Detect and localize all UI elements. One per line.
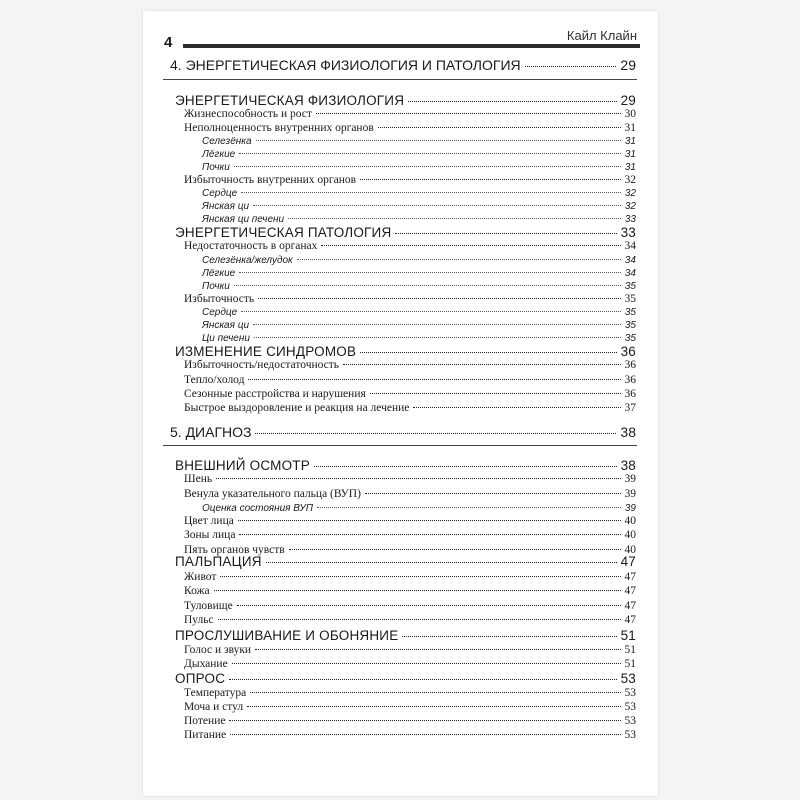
toc-section[interactable] bbox=[143, 628, 658, 643]
toc-subentry[interactable] bbox=[143, 268, 658, 279]
leader-dots bbox=[256, 140, 621, 141]
toc-label: Селезёнка bbox=[202, 136, 252, 147]
leader-dots bbox=[395, 233, 616, 234]
leader-dots bbox=[288, 218, 621, 219]
toc-page: 51 bbox=[624, 644, 636, 656]
toc-subentry[interactable] bbox=[143, 149, 658, 160]
toc-label: Зоны лица bbox=[184, 529, 236, 541]
toc-page: 36 bbox=[620, 344, 636, 359]
toc-label: Янская ци bbox=[202, 320, 250, 331]
toc-entry[interactable] bbox=[143, 529, 658, 541]
leader-dots bbox=[230, 734, 620, 735]
toc-subentry[interactable] bbox=[143, 188, 658, 199]
leader-dots bbox=[232, 663, 621, 664]
leader-dots bbox=[321, 245, 620, 246]
toc-subentry[interactable] bbox=[143, 281, 658, 292]
toc-label: Голос и звуки bbox=[184, 644, 252, 656]
toc-subentry[interactable] bbox=[143, 201, 658, 212]
leader-dots bbox=[402, 636, 616, 637]
toc-page: 32 bbox=[624, 174, 636, 186]
toc-entry[interactable] bbox=[143, 658, 658, 670]
toc-page: 47 bbox=[624, 614, 636, 626]
toc-label: ВНЕШНИЙ ОСМОТР bbox=[175, 458, 310, 473]
leader-dots bbox=[229, 679, 616, 680]
toc-page: 30 bbox=[624, 108, 636, 120]
leader-dots bbox=[525, 66, 617, 67]
toc-page: 39 bbox=[624, 503, 636, 514]
toc-entry[interactable] bbox=[143, 293, 658, 305]
toc-label: ПАЛЬПАЦИЯ bbox=[175, 554, 262, 569]
toc-page: 36 bbox=[624, 359, 636, 371]
leader-dots bbox=[214, 590, 621, 591]
leader-dots bbox=[266, 562, 617, 563]
toc-page: 35 bbox=[624, 293, 636, 305]
toc-label: 5. ДИАГНОЗ bbox=[170, 424, 252, 440]
leader-dots bbox=[370, 393, 621, 394]
toc-entry[interactable] bbox=[143, 402, 658, 414]
toc-chapter[interactable] bbox=[143, 57, 658, 73]
toc-entry[interactable] bbox=[143, 701, 658, 713]
toc-page: 40 bbox=[624, 544, 636, 556]
toc-entry[interactable] bbox=[143, 359, 658, 371]
leader-dots bbox=[234, 166, 621, 167]
leader-dots bbox=[241, 311, 621, 312]
chapter-rule bbox=[163, 79, 637, 80]
toc-page: 53 bbox=[624, 701, 636, 713]
toc-label: Венула указательного пальца (ВУП) bbox=[184, 488, 361, 500]
toc-page: 29 bbox=[620, 93, 636, 108]
toc-page: 33 bbox=[620, 225, 636, 240]
toc-label: Янская ци печени bbox=[202, 214, 285, 225]
toc-label: Питание bbox=[184, 729, 227, 741]
toc-entry[interactable] bbox=[143, 240, 658, 252]
toc-subentry[interactable] bbox=[143, 255, 658, 266]
toc-label: Живот bbox=[184, 571, 217, 583]
toc-label: Ци печени bbox=[202, 333, 250, 344]
toc-label: Моча и стул bbox=[184, 701, 244, 713]
leader-dots bbox=[360, 179, 620, 180]
toc-label: Недостаточность в органах bbox=[184, 240, 318, 252]
toc-entry[interactable] bbox=[143, 614, 658, 626]
toc-entry[interactable] bbox=[143, 388, 658, 400]
leader-dots bbox=[253, 324, 621, 325]
toc-label: ЭНЕРГЕТИЧЕСКАЯ ПАТОЛОГИЯ bbox=[175, 225, 392, 240]
toc-entry[interactable] bbox=[143, 515, 658, 527]
toc-entry[interactable] bbox=[143, 585, 658, 597]
toc-entry[interactable] bbox=[143, 473, 658, 485]
toc-label: Избыточность bbox=[184, 293, 255, 305]
toc-page: 34 bbox=[624, 255, 636, 266]
toc-subentry[interactable] bbox=[143, 333, 658, 344]
toc-page: 29 bbox=[620, 57, 636, 73]
toc-entry[interactable] bbox=[143, 108, 658, 120]
toc-label: Почки bbox=[202, 162, 230, 173]
toc-entry[interactable] bbox=[143, 374, 658, 386]
toc-label: Туловище bbox=[184, 600, 233, 612]
toc-entry[interactable] bbox=[143, 644, 658, 656]
leader-dots bbox=[343, 364, 620, 365]
leader-dots bbox=[241, 192, 621, 193]
leader-dots bbox=[234, 285, 621, 286]
toc-page: 31 bbox=[624, 136, 636, 147]
toc-chapter[interactable] bbox=[143, 424, 658, 440]
toc-section[interactable] bbox=[143, 93, 658, 108]
toc-page: 36 bbox=[624, 388, 636, 400]
toc-page: 53 bbox=[620, 671, 636, 686]
leader-dots bbox=[239, 272, 621, 273]
toc-label: Лёгкие bbox=[202, 268, 236, 279]
toc-label: 4. ЭНЕРГЕТИЧЕСКАЯ ФИЗИОЛОГИЯ И ПАТОЛОГИЯ bbox=[170, 57, 521, 73]
leader-dots bbox=[255, 433, 616, 434]
header-rule bbox=[183, 44, 640, 48]
toc-entry[interactable] bbox=[143, 488, 658, 500]
running-header-author: Кайл Клайн bbox=[566, 28, 637, 43]
leader-dots bbox=[218, 619, 621, 620]
toc-label: Жизнеспособность и рост bbox=[184, 108, 312, 120]
leader-dots bbox=[316, 113, 621, 114]
toc-label: Пять органов чувств bbox=[184, 544, 285, 556]
toc-label: Быстрое выздоровление и реакция на лечение bbox=[184, 402, 410, 414]
leader-dots bbox=[360, 352, 616, 353]
toc-page: 39 bbox=[624, 473, 636, 485]
toc-page: 38 bbox=[620, 458, 636, 473]
toc-label: Сердце bbox=[202, 188, 238, 199]
toc-label: Почки bbox=[202, 281, 230, 292]
toc-entry[interactable] bbox=[143, 122, 658, 134]
toc-page: 31 bbox=[624, 162, 636, 173]
toc-label: Неполноценность внутренних органов bbox=[184, 122, 374, 134]
leader-dots bbox=[255, 649, 620, 650]
toc-entry[interactable] bbox=[143, 600, 658, 612]
toc-label: Янская ци bbox=[202, 201, 250, 212]
toc-page: 34 bbox=[624, 240, 636, 252]
toc-page: 47 bbox=[620, 554, 636, 569]
toc-page: 32 bbox=[624, 201, 636, 212]
toc-page: 35 bbox=[624, 333, 636, 344]
leader-dots bbox=[258, 298, 620, 299]
leader-dots bbox=[365, 493, 621, 494]
leader-dots bbox=[248, 379, 620, 380]
leader-dots bbox=[297, 259, 621, 260]
toc-subentry[interactable] bbox=[143, 136, 658, 147]
toc-section[interactable] bbox=[143, 671, 658, 686]
toc-page: 31 bbox=[624, 149, 636, 160]
toc-label: Сердце bbox=[202, 307, 238, 318]
toc-label: Оценка состояния ВУП bbox=[202, 503, 314, 514]
leader-dots bbox=[289, 549, 621, 550]
toc-label: Избыточность внутренних органов bbox=[184, 174, 357, 186]
toc-label: Лёгкие bbox=[202, 149, 236, 160]
leader-dots bbox=[239, 534, 620, 535]
toc-label: Потение bbox=[184, 715, 226, 727]
toc-subentry[interactable] bbox=[143, 214, 658, 225]
toc-label: Пульс bbox=[184, 614, 214, 626]
toc-page: 38 bbox=[620, 424, 636, 440]
toc-subentry[interactable] bbox=[143, 162, 658, 173]
toc-label: Избыточность/недостаточность bbox=[184, 359, 340, 371]
toc-page: 32 bbox=[624, 188, 636, 199]
leader-dots bbox=[317, 507, 621, 508]
leader-dots bbox=[238, 520, 621, 521]
toc-page: 47 bbox=[624, 571, 636, 583]
toc-page: 35 bbox=[624, 320, 636, 331]
leader-dots bbox=[216, 478, 620, 479]
leader-dots bbox=[378, 127, 621, 128]
toc-label: Сезонные расстройства и нарушения bbox=[184, 388, 366, 400]
leader-dots bbox=[413, 407, 620, 408]
toc-label: Кожа bbox=[184, 585, 210, 597]
leader-dots bbox=[239, 153, 621, 154]
toc-entry[interactable] bbox=[143, 729, 658, 741]
toc-label: ИЗМЕНЕНИЕ СИНДРОМОВ bbox=[175, 344, 357, 359]
toc-label: Дыхание bbox=[184, 658, 228, 670]
toc-entry[interactable] bbox=[143, 687, 658, 699]
chapter-rule bbox=[163, 445, 637, 446]
toc-page: 51 bbox=[620, 628, 636, 643]
toc-section[interactable] bbox=[143, 458, 658, 473]
toc-page: 37 bbox=[624, 402, 636, 414]
toc-label: ЭНЕРГЕТИЧЕСКАЯ ФИЗИОЛОГИЯ bbox=[175, 93, 405, 108]
toc-entry[interactable] bbox=[143, 715, 658, 727]
toc-page: 40 bbox=[624, 515, 636, 527]
toc-label: Шень bbox=[184, 473, 213, 485]
leader-dots bbox=[254, 337, 621, 338]
toc-entry[interactable] bbox=[143, 571, 658, 583]
toc-subentry[interactable] bbox=[143, 320, 658, 331]
toc-page: 53 bbox=[624, 729, 636, 741]
leader-dots bbox=[237, 605, 621, 606]
toc-subentry[interactable] bbox=[143, 307, 658, 318]
toc-label: ПРОСЛУШИВАНИЕ И ОБОНЯНИЕ bbox=[175, 628, 399, 643]
book-page bbox=[143, 11, 658, 796]
toc-label: Температура bbox=[184, 687, 247, 699]
toc-page: 51 bbox=[624, 658, 636, 670]
page-number: 4 bbox=[164, 34, 173, 51]
leader-dots bbox=[253, 205, 621, 206]
toc-section[interactable] bbox=[143, 344, 658, 359]
toc-page: 33 bbox=[624, 214, 636, 225]
toc-label: Цвет лица bbox=[184, 515, 234, 527]
toc-subentry[interactable] bbox=[143, 503, 658, 514]
toc-page: 35 bbox=[624, 281, 636, 292]
toc-page: 31 bbox=[624, 122, 636, 134]
toc-label: Тепло/холод bbox=[184, 374, 245, 386]
toc-page: 47 bbox=[624, 600, 636, 612]
leader-dots bbox=[250, 692, 620, 693]
toc-page: 39 bbox=[624, 488, 636, 500]
toc-label: ОПРОС bbox=[175, 671, 226, 686]
toc-label: Селезёнка/желудок bbox=[202, 255, 293, 266]
toc-section[interactable] bbox=[143, 225, 658, 240]
toc-entry[interactable] bbox=[143, 174, 658, 186]
leader-dots bbox=[408, 101, 616, 102]
leader-dots bbox=[229, 720, 620, 721]
toc-page: 53 bbox=[624, 687, 636, 699]
toc-page: 35 bbox=[624, 307, 636, 318]
leader-dots bbox=[247, 706, 620, 707]
leader-dots bbox=[220, 576, 620, 577]
toc-page: 40 bbox=[624, 529, 636, 541]
toc-page: 53 bbox=[624, 715, 636, 727]
toc-page: 47 bbox=[624, 585, 636, 597]
toc-page: 36 bbox=[624, 374, 636, 386]
leader-dots bbox=[314, 466, 617, 467]
toc-page: 34 bbox=[624, 268, 636, 279]
toc-section[interactable] bbox=[143, 554, 658, 569]
